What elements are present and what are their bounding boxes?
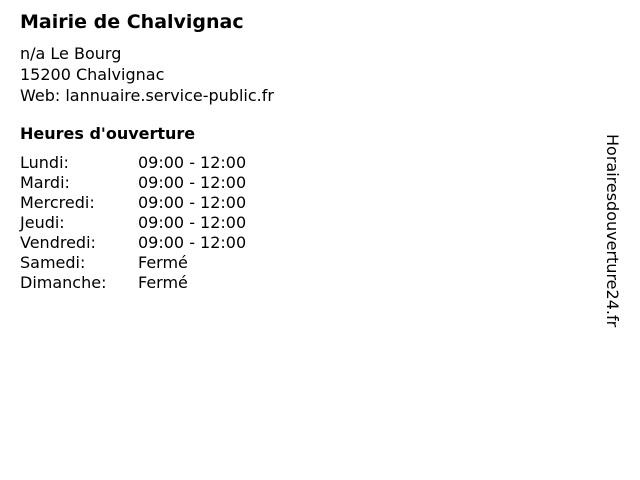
day-label: Lundi: [20,153,69,172]
day-label: Samedi: [20,253,86,272]
site-watermark: Horairesdouverture24.fr [603,134,622,328]
address-postal-city: 15200 Chalvignac [20,65,165,84]
address-block [20,43,274,106]
website-line: Web: lannuaire.service-public.fr [20,86,274,105]
hours-value: 09:00 - 12:00 [138,213,247,232]
hours-value: Fermé [138,273,188,292]
day-label: Mercredi: [20,193,95,212]
hours-value: 09:00 - 12:00 [138,153,247,172]
day-label: Jeudi: [20,213,65,232]
hours-value: 09:00 - 12:00 [138,193,247,212]
place-title: Mairie de Chalvignac [20,11,244,33]
hours-value: 09:00 - 12:00 [138,173,247,192]
day-label: Mardi: [20,173,70,192]
day-label: Vendredi: [20,233,96,252]
day-label: Dimanche: [20,273,107,292]
hours-value: Fermé [138,253,188,272]
address-street: n/a Le Bourg [20,44,122,63]
hours-heading: Heures d'ouverture [20,124,196,143]
hours-value: 09:00 - 12:00 [138,233,247,252]
